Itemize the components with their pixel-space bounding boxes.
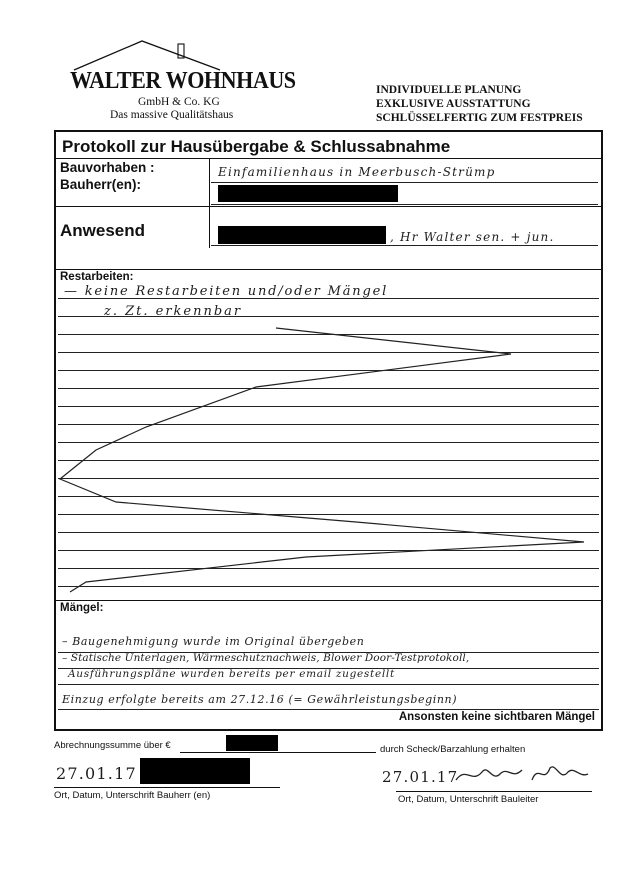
- restarbeiten-line-2: z. Zt. erkennbar: [104, 304, 243, 319]
- builder-caption: Ort, Datum, Unterschrift Bauleiter: [398, 794, 539, 805]
- slogan-1: INDIVIDUELLE PLANUNG: [376, 84, 522, 96]
- bauvorhaben-value: Einfamilienhaus in Meerbusch-Strümp: [218, 165, 496, 179]
- redacted-owner-signature: [140, 758, 250, 784]
- bauvorhaben-label: Bauvorhaben :: [60, 160, 155, 175]
- slogan-3: SCHLÜSSELFERTIG ZUM FESTPREIS: [376, 112, 583, 124]
- maengel-line-4: Einzug erfolgte bereits am 27.12.16 (= Gewährleistungsbeginn): [62, 693, 458, 706]
- anwesend-label: Anwesend: [60, 221, 146, 240]
- maengel-label: Mängel:: [60, 602, 104, 614]
- no-defects-note: Ansonsten keine sichtbaren Mängel: [398, 711, 595, 723]
- company-tagline: Das massive Qualitätshaus: [110, 109, 234, 121]
- house-roof-icon: [72, 38, 222, 72]
- slogan-2: EXKLUSIVE AUSSTATTUNG: [376, 98, 531, 110]
- form-title: Protokoll zur Hausübergabe & Schlussabnahme: [62, 137, 451, 156]
- builder-date: 27.01.17: [382, 768, 459, 786]
- owner-caption: Ort, Datum, Unterschrift Bauherr (en): [54, 790, 211, 801]
- builder-signature: [452, 760, 592, 788]
- anwesend-value: , Hr Walter sen. + jun.: [390, 230, 555, 244]
- redacted-sum: [226, 735, 278, 751]
- maengel-line-1: – Baugenehmigung wurde im Original übergeben: [62, 635, 365, 648]
- restarbeiten-label: Restarbeiten:: [60, 271, 134, 283]
- maengel-line-3: Ausführungspläne wurden bereits per email zugestellt: [68, 668, 395, 680]
- owner-date: 27.01.17: [56, 764, 137, 783]
- bauherr-label: Bauherr(en):: [60, 177, 142, 192]
- maengel-line-2: – Statische Unterlagen, Wärmeschutznachweis, Blower Door-Testprotokoll,: [62, 652, 470, 664]
- restarbeiten-line-1: — keine Restarbeiten und/oder Mängel: [64, 284, 389, 299]
- company-name: WALTER WOHNHAUS: [70, 68, 296, 94]
- received-label: durch Scheck/Barzahlung erhalten: [380, 744, 526, 755]
- protocol-form: [54, 130, 603, 731]
- sum-label: Abrechnungssumme über €: [54, 740, 171, 751]
- company-legal: GmbH & Co. KG: [138, 96, 220, 108]
